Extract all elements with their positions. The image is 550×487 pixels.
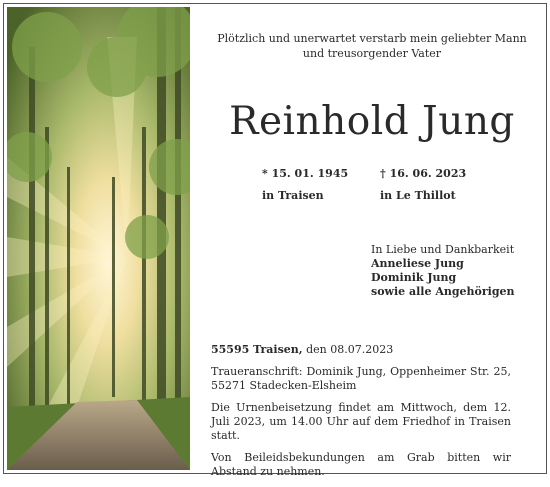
- deceased-name: Reinhold Jung: [229, 99, 515, 144]
- location: 55595 Traisen,: [211, 343, 303, 356]
- intro-line-2: und treusorgender Vater: [302, 47, 442, 60]
- intro-text: [198, 31, 546, 61]
- forest-photo: [7, 7, 190, 470]
- location-date-line: [211, 343, 511, 357]
- mourner-3: sowie alle Angehörigen: [371, 285, 515, 298]
- address: Traueranschrift: Dominik Jung, Oppenheimer Str. 25, 55271 Stadecken-Elsheim: [211, 365, 511, 392]
- death-date: † 16. 06. 2023: [380, 167, 467, 180]
- mourner-2: Dominik Jung: [371, 271, 457, 284]
- mourners-block: [371, 243, 515, 299]
- death-place: in Le Thillot: [380, 189, 456, 202]
- notice-details: [211, 343, 511, 487]
- condolences-note: Von Beileidsbekundungen am Grab bitten wir Abstand zu nehmen.: [211, 451, 511, 478]
- burial-info: Die Urnenbeisetzung findet am Mittwoch, dem 12. Juli 2023, um 14.00 Uhr auf dem Friedhof in Traisen statt.: [211, 401, 511, 442]
- birth-place: in Traisen: [262, 189, 324, 202]
- date-written: den 08.07.2023: [306, 343, 394, 356]
- death-info: [380, 163, 466, 207]
- birth-info: [262, 163, 348, 207]
- mourners-lead: In Liebe und Dankbarkeit: [371, 243, 515, 256]
- mourner-1: Anneliese Jung: [371, 257, 464, 270]
- intro-line-1: Plötzlich und unerwartet verstarb mein geliebter Mann: [217, 32, 527, 45]
- birth-date: * 15. 01. 1945: [262, 167, 349, 180]
